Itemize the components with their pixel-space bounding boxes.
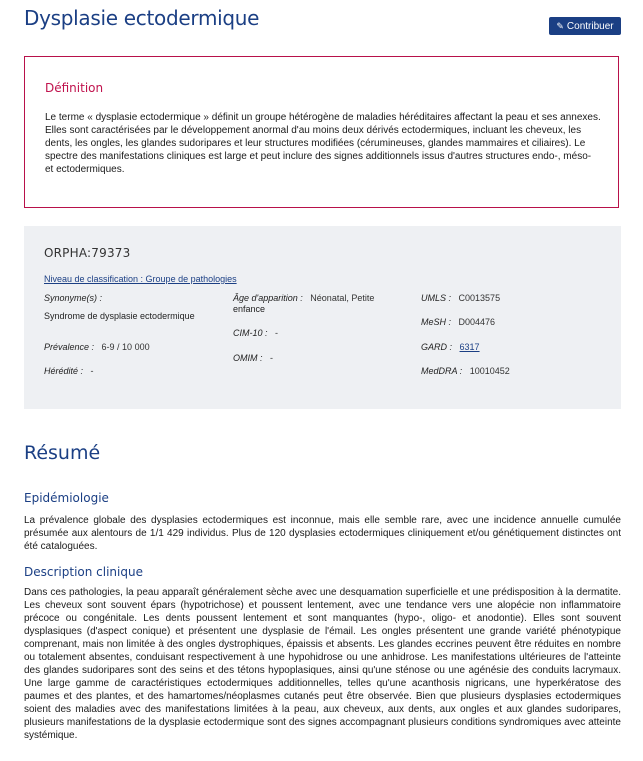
umls-value: C0013575 — [458, 293, 501, 303]
onset-field — [233, 293, 374, 303]
meddra-label: MedDRA : — [421, 366, 463, 376]
definition-text: Le terme « dysplasie ectodermique » définit un groupe hétérogène de maladies héréditaires affectant la peau et ses annexes. Elles sont caractérisées par le développement anormal d'au moins deux dérivés ectodermiques, incluant les cheveux, les dents, les ongles, les glandes sudoripares et leur structures modifiées (cérumineuses, glandes mammaires et ciliaires). Le spectre des manifestations cliniques est large et peut inclure des signes additionnels issus d'autres structures endo-, méso- et ectodermiques. — [45, 112, 601, 175]
icd10-field — [233, 328, 278, 338]
mesh-field — [421, 317, 495, 327]
heredity-field — [44, 366, 94, 376]
definition-box — [24, 56, 619, 208]
classification-link[interactable]: Niveau de classification : Groupe de pathologies — [44, 274, 237, 284]
summary-title: Résumé — [24, 442, 101, 464]
epidemiology-text: La prévalence globale des dysplasies ectodermiques est inconnue, mais elle semble rare, avec une incidence annuelle cumulée présumée aux alentours de 1/1 429 individus. Plus de 120 dysplasies ectodermiques cliniquement et/ou génétiquement distinctes ont été cataloguées. — [24, 515, 621, 552]
pencil-icon: ✎ — [556, 20, 564, 31]
page-title: Dysplasie ectodermique — [24, 6, 260, 30]
gard-label: GARD : — [421, 342, 453, 352]
heredity-label: Hérédité : — [44, 366, 84, 376]
synonyms-field — [44, 293, 102, 303]
orpha-code: ORPHA:79373 — [44, 246, 131, 260]
clinical-description-text: Dans ces pathologies, la peau apparaît généralement sèche avec une desquamation superficielle et une prédisposition à la dermatite. Les cheveux sont souvent épars (hypotrichose) et poussent lentement, avec une tendance vers une alopécie non inflammatoire précoce ou congénitale. Les dents poussent lentement et sont manquantes (hypo-, oligo- et anodontie). Elles sont souvent dysplasiques (d'aspect conique) et présentent une dysplasie de l'émail. Les ongles présentent une grande variété phénotypique comprenant, mais non limitée à des ongles dystrophiques, épaissis et absents. Les glandes eccrines peuvent être réduites en nombre ou totalement absentes, conduisant respectivement à une hypohidrose ou une anhidrose. Les manifestations ultérieures de l'atteinte des glandes sudoripares sont des seins et des tétons hypoplasiques, ainsi qu'une sténose ou une agénésie des conduits lacrymaux. Une large gamme de caractéristiques ectodermiques additionnelles, telles qu'une acanthosis nigricans, une hyperkératose des paumes et des plantes, et des hamartomes/néoplasmes cutanés peut être observée. Bien que plusieurs dysplasies ectodermiques soient des maladies avec des manifestations limitées à la peau, aux cheveux, aux dents, aux ongles et aux glandes sudoripares, plusieurs manifestations de la dysplasie ectodermique sont des signes accompagnant plusieurs conditions syndromiques avec atteinte systémique. — [24, 587, 621, 741]
synonyms-label: Synonyme(s) : — [44, 293, 103, 303]
icd10-label: CIM-10 : — [233, 328, 268, 338]
umls-field — [421, 293, 500, 303]
umls-label: UMLS : — [421, 293, 452, 303]
contribute-button[interactable] — [549, 17, 621, 35]
epidemiology-title: Epidémiologie — [24, 491, 109, 505]
prevalence-label: Prévalence : — [44, 342, 95, 352]
gard-link[interactable]: 6317 — [459, 342, 480, 352]
contribute-label: Contribuer — [566, 20, 614, 32]
onset-value: Néonatal, Petite — [310, 293, 375, 303]
synonyms-value: Syndrome de dysplasie ectodermique — [44, 311, 195, 321]
mesh-value: D004476 — [458, 317, 496, 327]
onset-value-cont: enfance — [233, 304, 266, 314]
omim-field — [233, 353, 273, 363]
info-panel — [24, 226, 621, 409]
onset-label: Âge d'apparition : — [233, 293, 303, 303]
definition-title: Définition — [45, 81, 104, 95]
clinical-description-title: Description clinique — [24, 565, 143, 579]
gard-field — [421, 342, 480, 352]
prevalence-value: 6-9 / 10 000 — [101, 342, 150, 352]
mesh-label: MeSH : — [421, 317, 452, 327]
omim-value: - — [270, 353, 274, 363]
meddra-field — [421, 366, 510, 376]
meddra-value: 10010452 — [469, 366, 510, 376]
prevalence-field — [44, 342, 150, 352]
omim-label: OMIM : — [233, 353, 263, 363]
heredity-value: - — [90, 366, 94, 376]
icd10-value: - — [275, 328, 279, 338]
